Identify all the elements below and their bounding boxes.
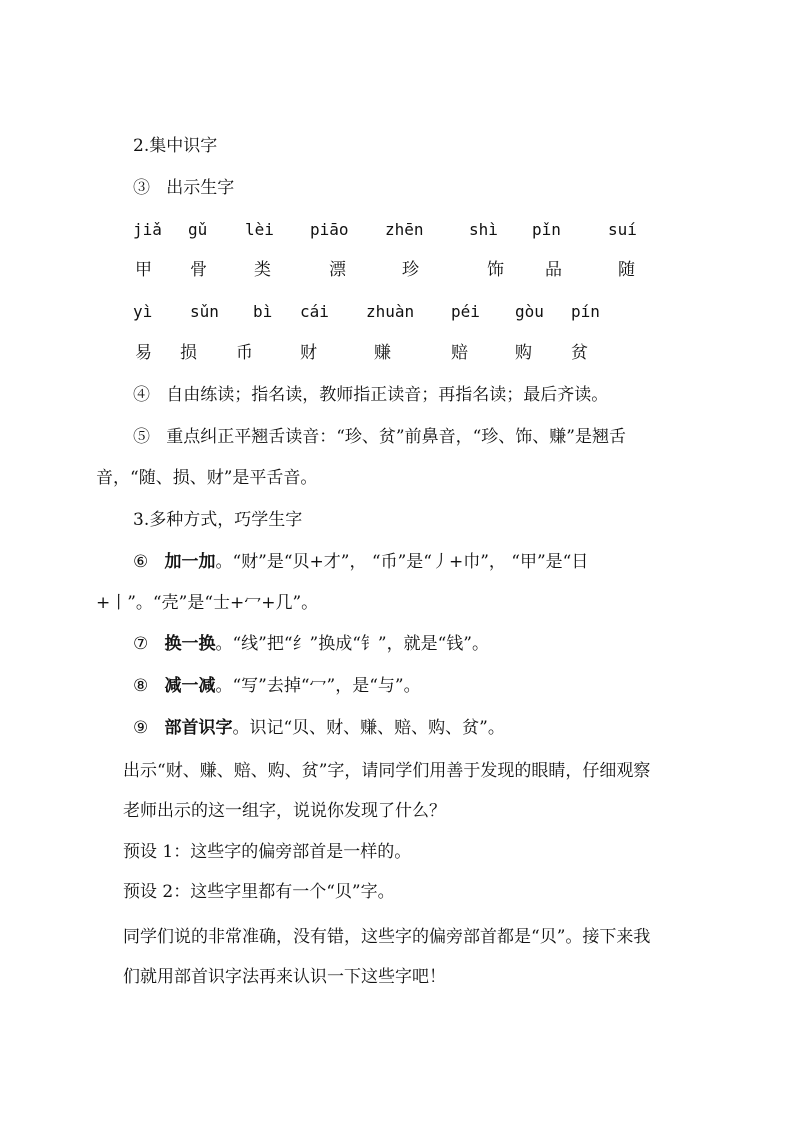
section-heading-3: 3.多种方式，巧学生字 (133, 510, 303, 530)
list-item-3 (133, 176, 234, 200)
pinyin-cell: sǔn (190, 302, 219, 321)
item-marker: ⑤ (133, 427, 150, 447)
char-cell: 购 (515, 343, 532, 363)
item-bold-term: 换一换 (164, 634, 216, 654)
paragraph-1-line1: 出示“财、赚、赔、购、贫”字，请同学们用善于发现的眼睛，仔细观察 (123, 761, 651, 781)
pinyin-cell: péi (451, 302, 480, 321)
item-text: 。“写”去掉“冖”，是“与”。 (215, 676, 421, 696)
item-bold-term: 部首识字 (164, 718, 233, 738)
pinyin-cell: suí (608, 220, 637, 239)
preset-1: 预设 1：这些字的偏旁部首是一样的。 (123, 842, 412, 862)
list-item-8 (133, 674, 421, 698)
pinyin-cell: pín (571, 302, 600, 321)
item-marker: ⑥ (133, 552, 149, 572)
pinyin-cell: zhuàn (366, 302, 415, 321)
char-row-2 (0, 341, 794, 365)
preset-2: 预设 2：这些字里都有一个“贝”字。 (123, 882, 395, 902)
item-text: 自由练读；指名读，教师指正读音；再指名读；最后齐读。 (166, 385, 609, 405)
item-marker: ④ (133, 385, 150, 405)
pinyin-cell: zhēn (385, 220, 424, 239)
list-item-9 (133, 716, 505, 740)
char-cell: 品 (545, 260, 562, 280)
pinyin-cell: yì (133, 302, 153, 321)
pinyin-cell: cái (300, 302, 329, 321)
pinyin-cell: gǔ (188, 220, 208, 239)
pinyin-row-1 (0, 218, 794, 242)
paragraph-2-line1: 同学们说的非常准确，没有错，这些字的偏旁部首都是“贝”。接下来我 (123, 927, 651, 947)
item-text: 出示生字 (166, 178, 235, 198)
item-text-line1: 重点纠正平翘舌读音：“珍、贫”前鼻音，“珍、饰、赚”是翘舌 (166, 427, 626, 447)
char-cell: 赔 (451, 343, 468, 363)
pinyin-cell: pǐn (532, 220, 561, 239)
list-item-6 (133, 550, 588, 574)
item-bold-term: 加一加 (164, 552, 216, 572)
char-cell: 甲 (135, 260, 152, 280)
list-item-5-continued: 音，“随、损、财”是平舌音。 (96, 468, 318, 488)
list-item-5 (133, 425, 626, 449)
char-cell: 财 (300, 343, 317, 363)
list-item-4 (133, 383, 608, 407)
char-cell: 贫 (571, 343, 588, 363)
item-text-line1: 。“财”是“贝+才”， “币”是“丿+巾”， “甲”是“日 (215, 552, 589, 572)
pinyin-cell: lèi (245, 220, 274, 239)
char-cell: 币 (236, 343, 253, 363)
item-marker: ⑧ (133, 676, 149, 696)
item-bold-term: 减一减 (164, 676, 216, 696)
char-cell: 珍 (402, 260, 419, 280)
item-text: 。识记“贝、财、赚、赔、购、贫”。 (232, 718, 505, 738)
list-item-7 (133, 632, 489, 656)
char-cell: 随 (618, 260, 635, 280)
pinyin-row-2 (0, 300, 794, 324)
char-cell: 损 (180, 343, 197, 363)
char-row-1 (0, 258, 794, 282)
char-cell: 易 (135, 343, 152, 363)
pinyin-cell: bì (253, 302, 273, 321)
item-marker: ③ (133, 178, 150, 198)
paragraph-1-line2: 老师出示的这一组字，说说你发现了什么？ (123, 801, 446, 821)
char-cell: 骨 (190, 260, 207, 280)
item-marker: ⑨ (133, 718, 149, 738)
pinyin-cell: shì (469, 220, 498, 239)
paragraph-2-line2: 们就用部首识字法再来认识一下这些字吧！ (123, 967, 446, 987)
section-heading-2: 2.集中识字 (133, 136, 218, 156)
list-item-6-continued: +丨”。“壳”是“士+冖+几”。 (96, 593, 319, 613)
char-cell: 饰 (487, 260, 504, 280)
pinyin-cell: jiǎ (133, 220, 162, 239)
char-cell: 类 (254, 260, 271, 280)
item-text: 。“线”把“纟”换成“钅”，就是“钱”。 (215, 634, 489, 654)
char-cell: 漂 (329, 260, 346, 280)
pinyin-cell: gòu (515, 302, 544, 321)
char-cell: 赚 (374, 343, 391, 363)
item-marker: ⑦ (133, 634, 149, 654)
pinyin-cell: piāo (310, 220, 349, 239)
